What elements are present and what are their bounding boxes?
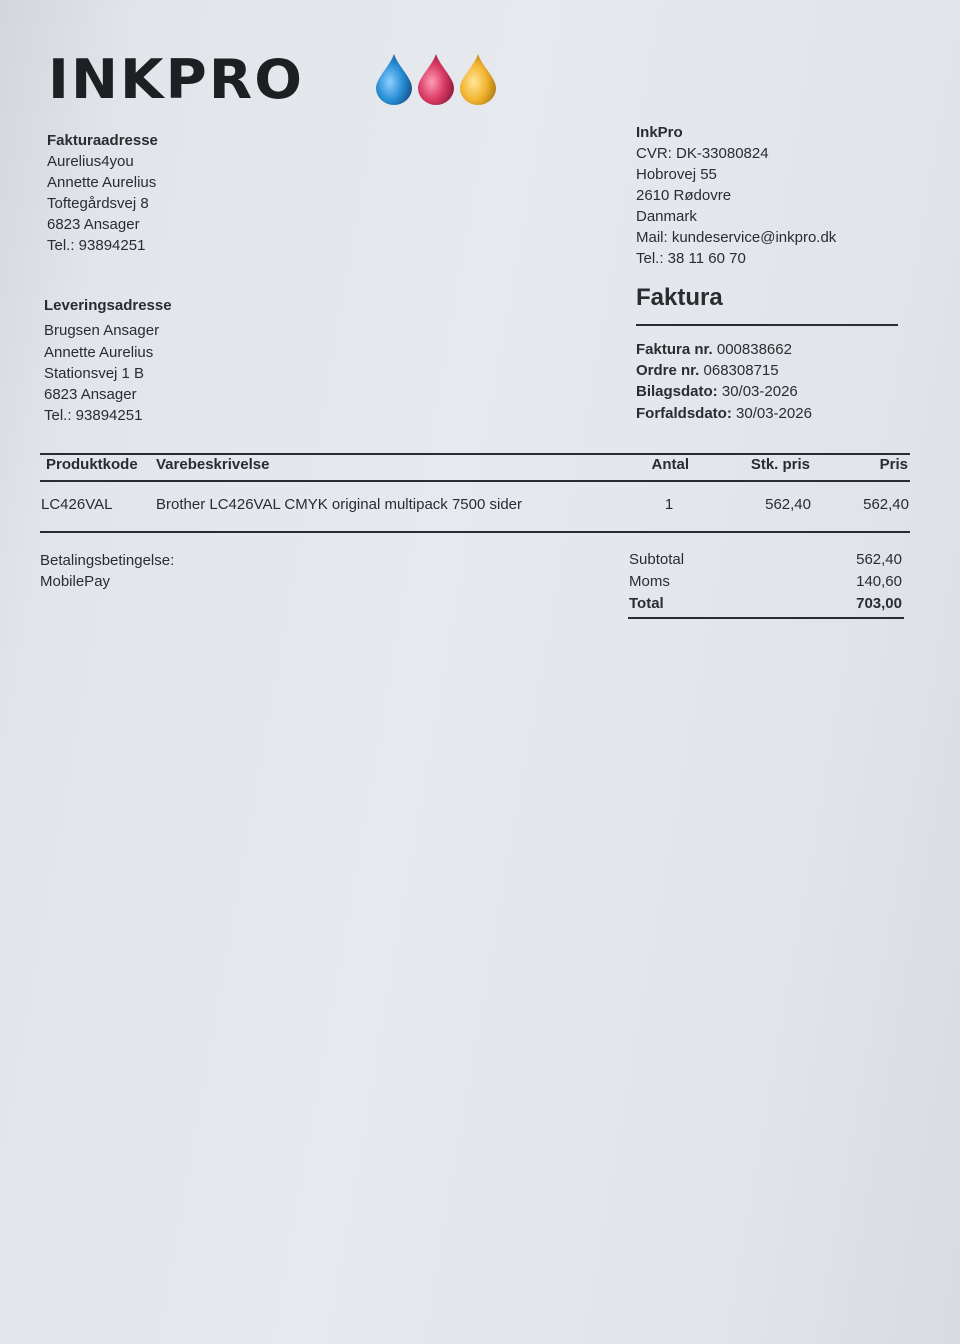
logo-wordmark: INKPRO — [48, 48, 305, 111]
header-unit-price: Stk. pris — [750, 456, 810, 473]
company-line: Hobrovej 55 — [636, 166, 717, 183]
billing-line: Annette Aurelius — [47, 174, 157, 191]
billing-heading: Fakturaadresse — [47, 132, 158, 149]
payment-method: MobilePay — [40, 573, 111, 590]
billing-line: 6823 Ansager — [47, 216, 140, 233]
order-number-label: Ordre nr. — [636, 362, 700, 380]
invoice-number-label: Faktura nr. — [636, 341, 713, 358]
row-unit-price: 562,40 — [765, 496, 811, 513]
order-number-row — [636, 360, 812, 381]
ink-drops — [374, 52, 498, 106]
subtotal-label: Subtotal — [629, 551, 685, 568]
payment-terms — [40, 550, 174, 592]
delivery-line: Tel.: 93894251 — [44, 407, 143, 425]
company-email: Mail: kundeservice@inkpro.dk — [636, 229, 837, 246]
invoice-meta — [636, 339, 812, 424]
invoice-number: 000838662 — [716, 341, 792, 358]
billing-line: Tel.: 93894251 — [47, 237, 146, 254]
header-description: Varebeskrivelse — [156, 456, 270, 473]
header-quantity: Antal — [651, 456, 689, 473]
company-line: 2610 Rødovre — [636, 187, 732, 204]
subtotal-value: 562,40 — [856, 551, 902, 568]
payment-terms-label: Betalingsbetingelse: — [40, 552, 175, 569]
header-price: Pris — [879, 456, 908, 473]
delivery-line: Annette Aurelius — [44, 343, 154, 361]
due-date: 30/03-2026 — [736, 404, 812, 422]
invoice-number-row — [636, 339, 812, 360]
billing-line: Toftegårdsvej 8 — [47, 195, 149, 212]
cyan-ink-drop-icon — [374, 52, 414, 106]
delivery-heading: Leveringsadresse — [44, 297, 172, 314]
delivery-line: Stationsvej 1 B — [44, 364, 145, 382]
total-label: Total — [629, 595, 664, 612]
billing-line: Aurelius4you — [47, 153, 134, 170]
document-title: Faktura — [636, 284, 723, 311]
order-number: 068308715 — [703, 362, 779, 380]
billing-address — [47, 130, 158, 256]
row-price: 562,40 — [863, 496, 909, 513]
delivery-line: Brugsen Ansager — [44, 322, 160, 340]
table-top-rule — [40, 453, 910, 455]
company-info — [636, 122, 836, 269]
total-value: 703,00 — [856, 595, 902, 612]
magenta-ink-drop-icon — [416, 52, 456, 106]
row-product-code: LC426VAL — [41, 496, 113, 513]
document-date-label: Bilagsdato: — [636, 383, 718, 401]
row-quantity: 1 — [664, 496, 674, 513]
due-date-row — [636, 403, 812, 424]
document-date-row — [636, 381, 812, 402]
company-phone: Tel.: 38 11 60 70 — [636, 250, 746, 267]
table-bottom-rule — [40, 531, 910, 533]
title-divider — [636, 324, 898, 326]
company-line: CVR: DK-33080824 — [636, 145, 769, 162]
yellow-ink-drop-icon — [458, 52, 498, 106]
header-product-code: Produktkode — [46, 456, 138, 473]
company-name: InkPro — [636, 124, 683, 141]
vat-value: 140,60 — [856, 573, 902, 590]
due-date-label: Forfaldsdato: — [636, 404, 732, 422]
delivery-line: 6823 Ansager — [44, 386, 137, 404]
total-rule — [628, 617, 904, 619]
company-line: Danmark — [636, 208, 697, 225]
inkpro-logo — [48, 48, 305, 111]
document-date: 30/03-2026 — [721, 383, 798, 401]
vat-label: Moms — [629, 573, 670, 590]
table-header-rule — [40, 480, 910, 482]
row-description: Brother LC426VAL CMYK original multipack 7500 sider — [156, 496, 523, 513]
delivery-address — [44, 295, 172, 427]
